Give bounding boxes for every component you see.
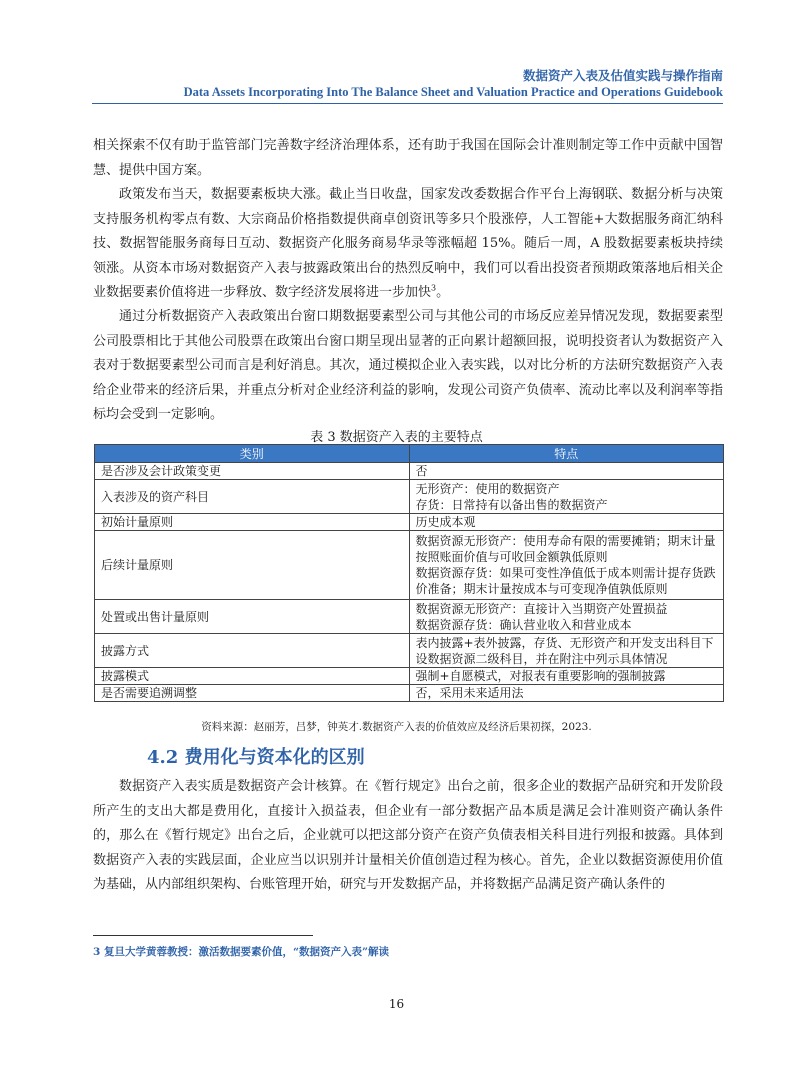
- table-cell-feature: 无形资产：使用的数据资产 存货：日常持有以备出售的数据资产: [409, 480, 724, 514]
- table-row: [95, 531, 724, 600]
- paragraph-1: 相关探索不仅有助于监管部门完善数字经济治理体系，还有助于我国在国际会计准则制定等工作中贡献中国智慧、提供中国方案。: [93, 138, 723, 178]
- table-row: [95, 600, 724, 634]
- paragraph-2-text: 政策发布当天，数据要素板块大涨。截止当日收盘，国家发改委数据合作平台上海钢联、数据分析与决策支持服务机构零点有数、大宗商品价格指数提供商卓创资讯等多只个股涨停，人工智能+大数据服务商汇纳科技、数据智能服务商每日互动、数据资产化服务商易华录等涨幅超 15%。随后一周，A 股数据要素板块持续领涨。从资本市场对数据资产入表与披露政策出台的热烈反响中，我们可以看出投资者预期政策落地后相关企业数据要素价值将进一步释放、数字经济发展将进一步加快: [93, 187, 723, 300]
- running-header-en: Data Assets Incorporating Into The Balance Sheet and Valuation Practice and Operations Guidebook: [183, 85, 723, 99]
- table-caption: 表 3 数据资产入表的主要特点: [310, 430, 483, 445]
- table-header-row: [95, 445, 724, 463]
- table-row: [95, 668, 724, 685]
- features-table: [94, 444, 724, 702]
- running-header-cn: 数据资产入表及估值实践与操作指南: [522, 68, 723, 83]
- table-cell-feature: 历史成本观: [409, 514, 724, 531]
- section-paragraph: 数据资产入表实质是数据资产会计核算。在《暂行规定》出台之前，很多企业的数据产品研究和开发阶段所产生的支出大都是费用化，直接计入损益表，但企业有一部分数据产品本质是满足会计准则资产确认条件的，那么在《暂行规定》出台之后，企业就可以把这部分资产在资产负债表相关科目进行列报和披露。具体到数据资产入表的实践层面，企业应当以识别并计量相关价值创造过程为核心。首先，企业以数据资源使用价值为基础，从内部组织架构、台账管理开始，研究与开发数据产品，并将数据产品满足资产确认条件的: [93, 779, 723, 892]
- table-row: [95, 514, 724, 531]
- table-cell-feature: 否: [409, 463, 724, 480]
- table-row: [95, 463, 724, 480]
- table-cell-category: 初始计量原则: [95, 514, 410, 531]
- page-number: 16: [388, 997, 405, 1011]
- footnote-ref: 3: [431, 283, 437, 293]
- header-rule: [92, 103, 723, 104]
- table-cell-feature: 数据资源无形资产：使用寿命有限的需要摊销；期末计量按照账面价值与可收回金额孰低原则 数据资源存货：如果可变性净值低于成本则需计提存货跌价准备；期末计量按成本与可变现净值孰低原则: [409, 531, 724, 600]
- table-row: [95, 634, 724, 668]
- table-cell-category: 是否涉及会计政策变更: [95, 463, 410, 480]
- table-cell-category: 入表涉及的资产科目: [95, 480, 410, 514]
- table-source: 资料来源：赵丽芳，吕梦，钟英才.数据资产入表的价值效应及经济后果初探，2023.: [201, 721, 592, 733]
- table-cell-feature: 强制+自愿模式，对报表有重要影响的强制披露: [409, 668, 724, 685]
- table-header-feature: 特点: [409, 445, 724, 463]
- paragraph-3: 通过分析数据资产入表政策出台窗口期数据要素型公司与其他公司的市场反应差异情况发现，数据要素型公司股票相比于其他公司股票在政策出台窗口期呈现出显著的正向累计超额回报，说明投资者认为数据资产入表对于数据要素型公司而言是利好消息。其次，通过模拟企业入表实践，以对比分析的方法研究数据资产入表给企业带来的经济后果，并重点分析对企业经济利益的影响，发现公司资产负债率、流动比率以及利润率等指标均会受到一定影响。: [93, 309, 723, 422]
- table-cell-feature: 否，采用未来适用法: [409, 685, 724, 702]
- table-row: [95, 480, 724, 514]
- table-cell-category: 处置或出售计量原则: [95, 600, 410, 634]
- table-header-category: 类别: [95, 445, 410, 463]
- paragraph-2: 政策发布当天，数据要素板块大涨。截止当日收盘，国家发改委数据合作平台上海钢联、数据分析与决策支持服务机构零点有数、大宗商品价格指数提供商卓创资讯等多只个股涨停，人工智能+大数据服务商汇纳科技、数据智能服务商每日互动、数据资产化服务商易华录等涨幅超 15%。随后一周，A 股数据要素板块持续领涨。从资本市场对数据资产入表与披露政策出台的热烈反响中，我们可以看出投资者预期政策落地后相关企业数据要素价值将进一步释放、数字经济发展将进一步加快$^3$。: [93, 187, 723, 300]
- section-heading: 4.2 费用化与资本化的区别: [147, 747, 365, 768]
- table-cell-category: 披露模式: [95, 668, 410, 685]
- footnote-rule: [93, 935, 313, 936]
- table-cell-category: 是否需要追溯调整: [95, 685, 410, 702]
- table-cell-feature: 表内披露+表外披露，存货、无形资产和开发支出科目下设数据资源二级科目，并在附注中列示具体情况: [409, 634, 724, 668]
- table-cell-category: 披露方式: [95, 634, 410, 668]
- table-cell-category: 后续计量原则: [95, 531, 410, 600]
- table-row: [95, 685, 724, 702]
- footnote: 3 复旦大学黄蓉教授：激活数据要素价值，“数据资产入表”解读: [93, 946, 390, 958]
- table-cell-feature: 数据资源无形资产：直接计入当期资产处置损益 数据资源存货：确认营业收入和营业成本: [409, 600, 724, 634]
